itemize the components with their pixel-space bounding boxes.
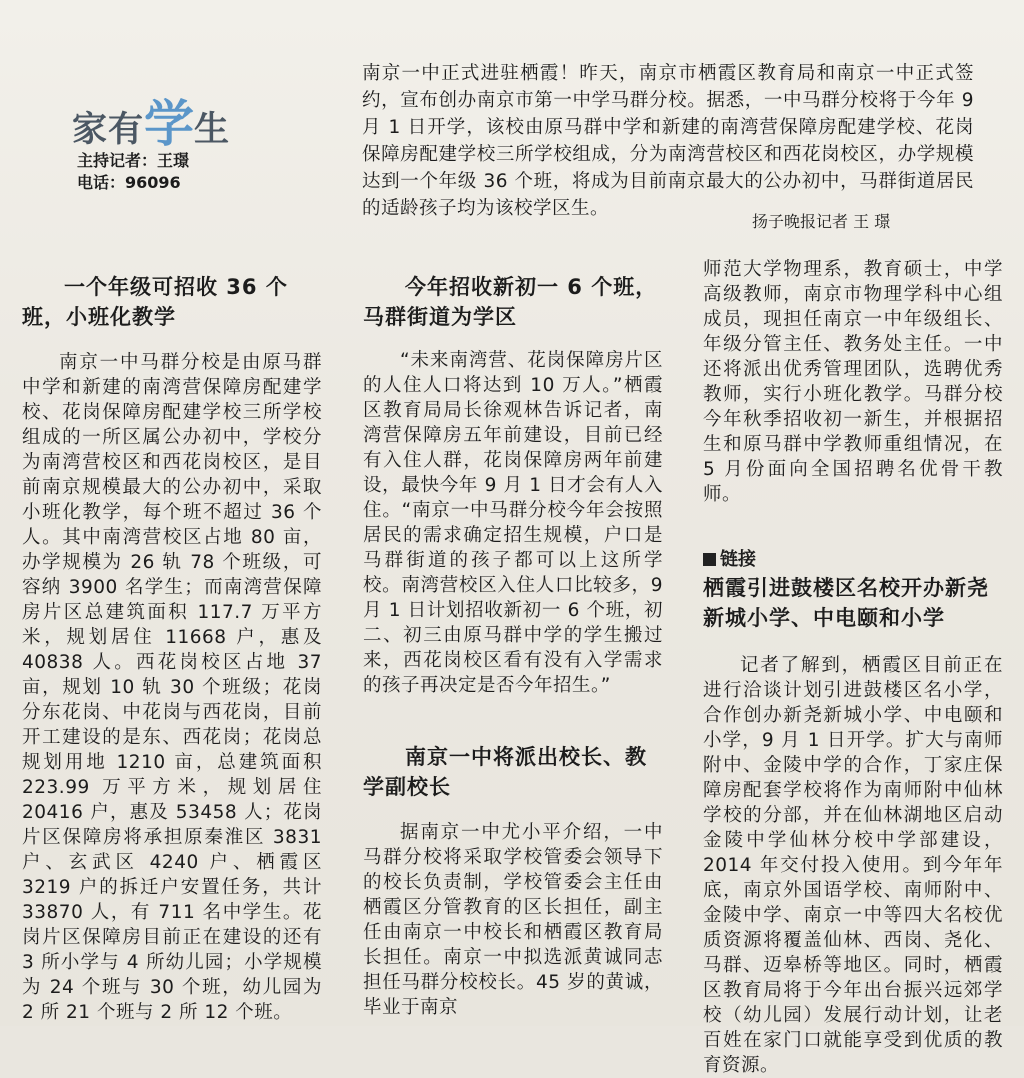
link-body: 记者了解到，栖霞区目前正在进行洽谈计划引进鼓楼区名小学，合作创办新尧新城小学、中电颐和小学，9 月 1 日开学。扩大与南师附中、金陵中学的合作，丁家庄保障房配套学校将作为南师附中仙林学校的分部，并在仙林湖地区启动金陵中学仙林分校中学部建设，2014 年交付投入使用。到今年年底，南京外国语学校、南师附中、金陵中学、南京一中等四大名校优质资源将覆盖仙林、西岗、尧化、马群、迈皋桥等地区。同时，栖霞区教育局将于今年出台振兴远郊学校（幼儿园）发展行动计划，让老百姓在家门口就能享受到优质的教育资源。	[703, 655, 1003, 1076]
link-label: 链接	[703, 545, 1003, 571]
byline: 扬子晚报记者 王 璟	[752, 212, 891, 231]
host-reporter: 主持记者：王璟	[77, 151, 190, 170]
link-heading: 栖霞引进鼓楼区名校开办新尧新城小学、中电颐和小学	[703, 576, 989, 630]
host-phone: 电话：96096	[77, 173, 181, 192]
section1-body: 南京一中马群分校是由原马群中学和新建的南湾营保障房配建学校、花岗保障房配建学校三所学校组成的一所区属公办初中，学校分为南湾营校区和西花岗校区，是目前南京规模最大的公办初中，采取小班化教学，每个班不超过 36 个人。其中南湾营校区占地 80 亩，办学规模为 26 轨 78 个班级，可容纳 3900 名学生；而南湾营保障房片区总建筑面积 117.7 万平方米，规划居住 11668 户，惠及 40838 人。西花岗校区占地 37 亩，规划 10 轨 30 个班级；花岗分东花岗、中花岗与西花岗，目前开工建设的是东、西花岗；花岗总规划用地 1210 亩，总建筑面积 223.99 万平方米，规划居住 20416 户，惠及 53458 人；花岗片区保障房将承担原秦淮区 3831 户、玄武区 4240 户、栖霞区 3219 户的拆迁户安置任务，共计 33870 人，有 711 名中学生。花岗片区保障房目前正在建设的还有 3 所小学与 4 所幼儿园；小学规模为 24 个班与 30 个班，幼儿园为 2 所 21 个班与 2 所 12 个班。	[22, 352, 322, 1023]
logo-text-1: 家有	[72, 110, 145, 150]
section1-heading: 一个年级可招收 36 个班，小班化教学	[22, 275, 288, 329]
section3-continued: 师范大学物理系，教育硕士，中学高级教师，南京市物理学科中心组成员，现担任南京一中年级组长、年级分管主任、教务处主任。一中还将派出优秀管理团队，选聘优秀教师，实行小班化教学。马群分校今年秋季招收初一新生，并根据招生和原马群中学教师重组情况，在 5 月份面向全国招聘名优骨干教师。	[703, 259, 1003, 505]
section2-heading: 今年招收新初一 6 个班，马群街道为学区	[363, 275, 658, 329]
square-bullet-icon	[703, 553, 716, 566]
logo-text-2: 生	[194, 110, 231, 150]
logo-text-big: 学	[144, 95, 195, 153]
section3-heading: 南京一中将派出校长、教学副校长	[363, 745, 647, 799]
column-3	[703, 257, 1003, 1078]
column-2	[363, 272, 663, 1020]
lead-text: 南京一中正式进驻栖霞！昨天，南京市栖霞区教育局和南京一中正式签约，宣布创办南京市第一中学马群分校。据悉，一中马群分校将于今年 9 月 1 日开学，该校由原马群中学和新建的南湾营保障房配建学校、花岗保障房配建学校三所学校组成，分为南湾营校区和西花岗校区，办学规模达到一个年级 36 个班，将成为目前南京最大的公办初中，马群街道居民的适龄孩子均为该校学区生。	[362, 62, 974, 219]
column-1	[22, 272, 322, 1025]
section3-body: 据南京一中尤小平介绍，一中马群分校将采取学校管委会领导下的校长负责制，学校管委会主任由栖霞区分管教育的区长担任，副主任由南京一中校长和栖霞区教育局长担任。南京一中拟选派黄诚同志担任马群分校校长。45 岁的黄诚，毕业于南京	[363, 822, 663, 1018]
host-info	[77, 150, 189, 194]
column-logo	[72, 84, 230, 156]
link-box	[703, 545, 1003, 1078]
section2-body: “未来南湾营、花岗保障房片区的人住人口将达到 10 万人。”栖霞区教育局局长徐观林告诉记者，南湾营保障房五年前建设，目前已经有入住人群，花岗保障房两年前建设，最快今年 9 月 1 日才会有人入住。“南京一中马群分校今年会按照居民的需求确定招生规模，户口是马群街道的孩子都可以上这所学校。南湾营校区入住人口比较多，9 月 1 日计划招收新初一 6 个班，初二、初三由原马群中学的学生搬过来，西花岗校区看有没有入学需求的孩子再决定是否今年招生。”	[363, 350, 663, 696]
